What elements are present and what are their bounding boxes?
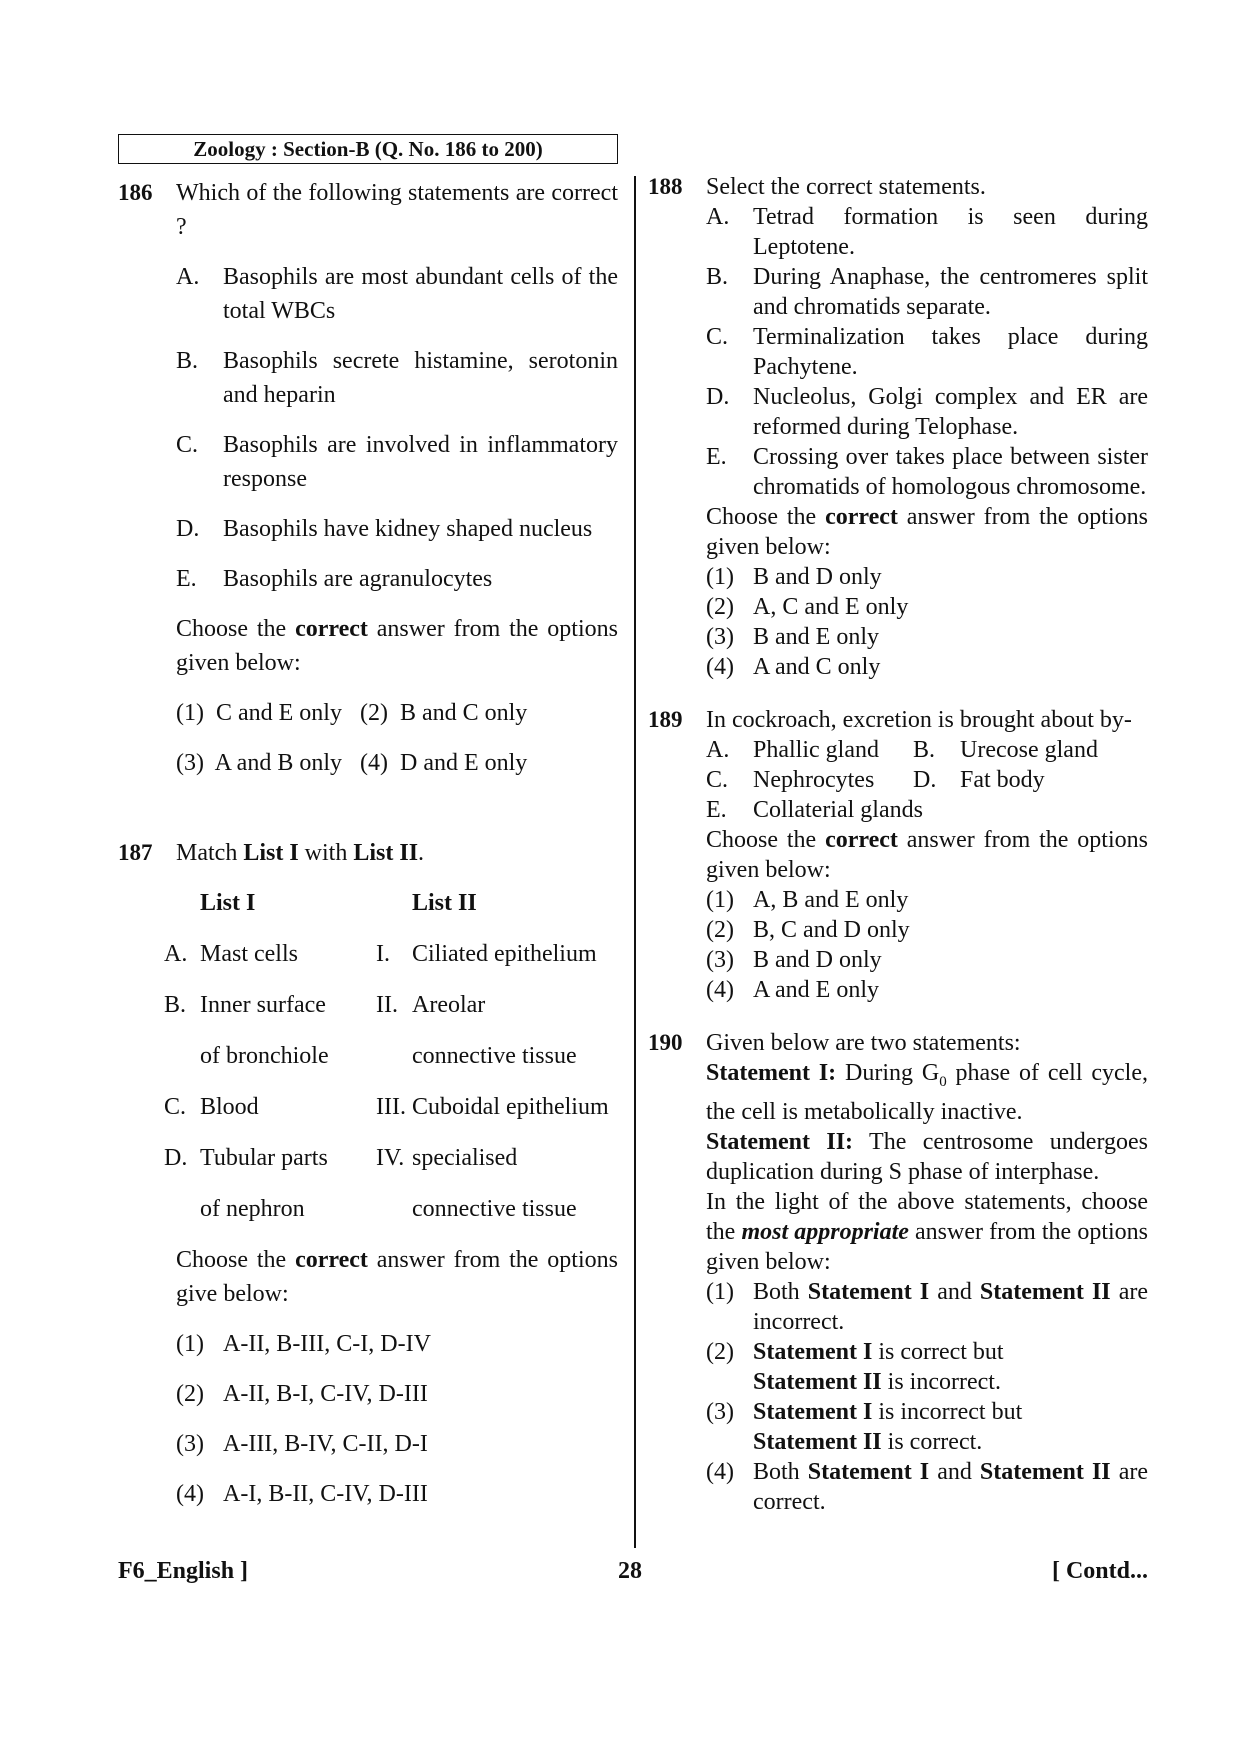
option-key: (4) <box>706 654 734 680</box>
instruction-text: Choose the <box>706 827 826 853</box>
match-row <box>164 1192 618 1243</box>
statement-text: Basophils are most abundant cells of the total WBCs <box>223 264 618 324</box>
question-number: 186 <box>118 180 153 205</box>
statement-a <box>176 260 618 328</box>
statement-b <box>176 344 618 412</box>
list-1-item: Tubular parts <box>200 1145 328 1171</box>
choose-instruction <box>706 502 1148 562</box>
instruction-text: Choose the <box>176 1247 296 1273</box>
statement-text: The centrosome undergoes duplication during S phase of interphase. <box>706 1128 1148 1185</box>
answer-option-1[interactable] <box>706 562 1148 592</box>
footer-booklet-code: F6_English ] <box>118 1558 249 1584</box>
row-key: C. <box>164 1094 187 1120</box>
stem-list-1: List I <box>243 840 299 866</box>
answer-option-3[interactable] <box>176 1427 618 1461</box>
statement-text: Basophils secrete histamine, serotonin and heparin <box>223 348 618 408</box>
answer-option-3[interactable] <box>706 1397 1148 1457</box>
item-text: Urecose gland <box>960 737 1098 763</box>
instruction-text: answer from the options given below: <box>706 1218 1148 1275</box>
column-divider <box>634 176 636 1548</box>
choose-instruction <box>176 1243 618 1311</box>
option-part: are incorrect. <box>753 1278 1149 1335</box>
row-key: A. <box>164 941 188 967</box>
statement-e <box>176 562 618 596</box>
option-key: (1) <box>176 1331 204 1357</box>
footer-continued: [ Contd... <box>1051 1558 1148 1584</box>
option-key: (2) <box>706 1338 734 1365</box>
statement-text: Terminalization takes place during Pachytene. <box>753 324 1148 380</box>
option-part: is correct. <box>881 1428 983 1455</box>
statement-c <box>176 428 618 496</box>
statement-text: Basophils have kidney shaped nucleus <box>223 516 593 542</box>
question-189 <box>648 705 1148 1005</box>
answer-options-row-2[interactable]: (3) A and B only (4) D and E only <box>176 750 528 776</box>
statement-text: Tetrad formation is seen during Leptotene. <box>753 204 1148 260</box>
option-part: is incorrect but <box>872 1398 1023 1425</box>
statement-key: D. <box>706 384 730 410</box>
option-bold: Statement I <box>753 1338 873 1365</box>
row-numeral <box>376 1039 412 1090</box>
option-text: A, C and E only <box>753 594 909 620</box>
option-bold: Statement I <box>807 1278 930 1305</box>
row-numeral: II. <box>376 992 398 1018</box>
answer-option-4[interactable] <box>706 652 1148 682</box>
option-key: (4) <box>706 977 734 1003</box>
option-part: and <box>929 1278 980 1305</box>
answer-option-4[interactable] <box>176 1477 618 1511</box>
statement-text: phase of cell cycle, the cell is metabolically inactive. <box>706 1060 1148 1125</box>
item-key: E. <box>706 797 727 823</box>
list-1-item: Inner surface <box>200 992 326 1018</box>
option-key: (3) <box>706 624 734 650</box>
statement-2 <box>706 1127 1148 1187</box>
option-text: A and E only <box>753 977 879 1003</box>
match-row <box>164 1039 618 1090</box>
question-188 <box>648 172 1148 682</box>
instruction-emphasis: most appropriate <box>741 1218 909 1245</box>
answer-option-1[interactable] <box>706 885 1148 915</box>
question-187 <box>118 836 618 1511</box>
statement-key: B. <box>176 348 199 374</box>
choose-instruction <box>176 612 618 680</box>
statement-b <box>706 262 1148 322</box>
item-key: B. <box>913 737 936 763</box>
statement-text: During G <box>836 1060 940 1086</box>
item-row <box>706 735 1148 765</box>
question-stem: Which of the following statements are correct ? <box>176 180 618 240</box>
instruction-text: Choose the <box>706 504 826 530</box>
statement-text: Basophils are agranulocytes <box>223 566 493 592</box>
statement-e <box>706 442 1148 502</box>
match-table-header <box>164 886 618 937</box>
footer-page-number: 28 <box>618 1558 642 1584</box>
instruction-text: Choose the <box>176 616 296 642</box>
option-text <box>753 1397 1148 1457</box>
statement-key: E. <box>176 566 197 592</box>
row-numeral: IV. <box>376 1145 405 1171</box>
instruction-text: answer from the options given below: <box>706 827 1148 883</box>
statement-key: A. <box>176 264 200 290</box>
statement-key: E. <box>706 444 727 470</box>
option-part: is correct but <box>872 1338 1004 1365</box>
option-key: (4) <box>706 1458 734 1485</box>
statement-key: D. <box>176 516 200 542</box>
instruction-emphasis: correct <box>825 827 898 853</box>
list-2-item: connective tissue <box>412 1196 577 1222</box>
option-bold: Statement II <box>753 1428 882 1455</box>
question-number: 188 <box>648 174 683 199</box>
option-text: B and D only <box>753 947 882 973</box>
match-table <box>164 886 618 1243</box>
match-row <box>164 1141 618 1192</box>
row-key <box>164 1192 200 1243</box>
question-number: 190 <box>648 1030 683 1055</box>
row-numeral: III. <box>376 1094 406 1120</box>
row-key: B. <box>164 992 187 1018</box>
answer-option-4[interactable] <box>706 975 1148 1005</box>
statement-label: Statement II: <box>706 1128 854 1155</box>
item-row <box>706 765 1148 795</box>
list-1-item: of bronchiole <box>200 1043 329 1069</box>
option-text <box>753 1277 1148 1337</box>
list-2-item: Cuboidal epithelium <box>412 1094 609 1120</box>
item-row <box>706 795 1148 825</box>
list-2-item: connective tissue <box>412 1043 577 1069</box>
statement-a <box>706 202 1148 262</box>
option-key: (1) <box>706 564 734 590</box>
instruction-emphasis: correct <box>295 1247 368 1273</box>
option-text: A-III, B-IV, C-II, D-I <box>223 1431 428 1457</box>
statement-text: Nucleolus, Golgi complex and ER are reformed during Telophase. <box>753 384 1148 440</box>
option-key: (1) <box>706 887 734 913</box>
choose-instruction <box>706 825 1148 885</box>
list-1-heading: List I <box>200 890 256 916</box>
instruction-text: In the light of the above statements, choose the <box>706 1188 1148 1245</box>
answer-option-1[interactable] <box>176 1327 618 1361</box>
statement-key: B. <box>706 264 729 290</box>
answer-option-2[interactable] <box>706 915 1148 945</box>
stem-text: Match <box>176 840 244 866</box>
statement-text: During Anaphase, the centromeres split and chromatids separate. <box>753 264 1148 320</box>
section-header: Zoology : Section-B (Q. No. 186 to 200) <box>118 134 618 164</box>
stem-text: with <box>298 840 354 866</box>
option-bold: Statement II <box>979 1278 1111 1305</box>
option-part: Both <box>753 1278 808 1305</box>
option-text <box>753 1457 1148 1517</box>
statement-text: Basophils are involved in inflammatory response <box>223 432 618 492</box>
option-text: A-I, B-II, C-IV, D-III <box>223 1481 428 1507</box>
question-number: 187 <box>118 840 153 865</box>
stem-text: . <box>418 840 425 866</box>
list-1-item: of nephron <box>200 1196 305 1222</box>
question-stem: Select the correct statements. <box>706 174 986 200</box>
answer-option-2[interactable] <box>706 1337 1148 1397</box>
instruction-text: answer from the options given below: <box>176 616 618 676</box>
statement-key: C. <box>176 432 199 458</box>
option-key: (3) <box>176 1431 204 1457</box>
left-column <box>118 176 618 1511</box>
statement-d <box>706 382 1148 442</box>
stem-list-2: List II <box>353 840 419 866</box>
list-2-item: Ciliated epithelium <box>412 941 597 967</box>
list-2-item: Areolar <box>412 992 486 1018</box>
option-key: (2) <box>706 594 734 620</box>
row-numeral: I. <box>376 941 390 967</box>
question-stem <box>176 836 618 870</box>
option-key: (3) <box>706 1398 734 1425</box>
statement-text: Crossing over takes place between sister chromatids of homologous chromosome. <box>753 444 1148 500</box>
option-text: A, B and E only <box>753 887 909 913</box>
row-key: D. <box>164 1145 188 1171</box>
option-text: B, C and D only <box>753 917 910 943</box>
question-190 <box>648 1028 1148 1517</box>
statement-c <box>706 322 1148 382</box>
item-text: Fat body <box>960 767 1045 793</box>
option-text: A-II, B-III, C-I, D-IV <box>223 1331 431 1357</box>
right-column <box>648 172 1148 1517</box>
option-part: is incorrect. <box>881 1368 1001 1395</box>
item-text: Nephrocytes <box>753 767 875 793</box>
question-number: 189 <box>648 707 683 732</box>
statement-key: A. <box>706 204 730 230</box>
statement-key: C. <box>706 324 729 350</box>
option-text: B and D only <box>753 564 882 590</box>
option-text <box>753 1337 1148 1397</box>
option-text: A and C only <box>753 654 881 680</box>
list-1-item: Blood <box>200 1094 259 1120</box>
option-key: (4) <box>176 1481 204 1507</box>
statement-subscript: 0 <box>939 1073 947 1090</box>
answer-option-2[interactable] <box>176 1377 618 1411</box>
item-key: D. <box>913 767 937 793</box>
option-bold: Statement I <box>807 1458 930 1485</box>
match-row <box>164 1090 618 1141</box>
question-stem: Given below are two statements: <box>706 1030 1021 1056</box>
item-text: Phallic gland <box>753 737 879 763</box>
option-part: Both <box>753 1458 808 1485</box>
row-key <box>164 1039 200 1090</box>
option-key: (1) <box>706 1278 734 1305</box>
item-key: A. <box>706 737 730 763</box>
answer-option-3[interactable] <box>706 945 1148 975</box>
item-text: Collaterial glands <box>753 797 923 823</box>
choose-instruction <box>706 1187 1148 1277</box>
option-bold: Statement II <box>979 1458 1111 1485</box>
list-1-item: Mast cells <box>200 941 298 967</box>
option-part: and <box>929 1458 980 1485</box>
statement-label: Statement I: <box>706 1060 837 1086</box>
option-bold: Statement I <box>753 1398 873 1425</box>
option-text: A-II, B-I, C-IV, D-III <box>223 1381 428 1407</box>
answer-option-4[interactable] <box>706 1457 1148 1517</box>
statement-d <box>176 512 618 546</box>
item-key: C. <box>706 767 729 793</box>
answer-option-3[interactable] <box>706 622 1148 652</box>
instruction-text: answer from the options give below: <box>176 1247 618 1307</box>
instruction-emphasis: correct <box>825 504 898 530</box>
row-numeral <box>376 1192 412 1243</box>
list-2-item: specialised <box>412 1145 518 1171</box>
match-row <box>164 988 618 1039</box>
instruction-emphasis: correct <box>295 616 368 642</box>
answer-option-2[interactable] <box>706 592 1148 622</box>
question-186 <box>118 176 618 780</box>
option-key: (2) <box>176 1381 204 1407</box>
option-part: are correct. <box>753 1458 1149 1515</box>
option-bold: Statement II <box>753 1368 882 1395</box>
match-row <box>164 937 618 988</box>
answer-options-row-1[interactable]: (1) C and E only (2) B and C only <box>176 700 528 726</box>
option-key: (2) <box>706 917 734 943</box>
option-key: (3) <box>706 947 734 973</box>
question-stem: In cockroach, excretion is brought about by- <box>706 707 1132 733</box>
option-text: B and E only <box>753 624 879 650</box>
statement-1 <box>706 1058 1148 1127</box>
answer-option-1[interactable] <box>706 1277 1148 1337</box>
list-2-heading: List II <box>412 890 477 916</box>
instruction-text: answer from the options given below: <box>706 504 1148 560</box>
